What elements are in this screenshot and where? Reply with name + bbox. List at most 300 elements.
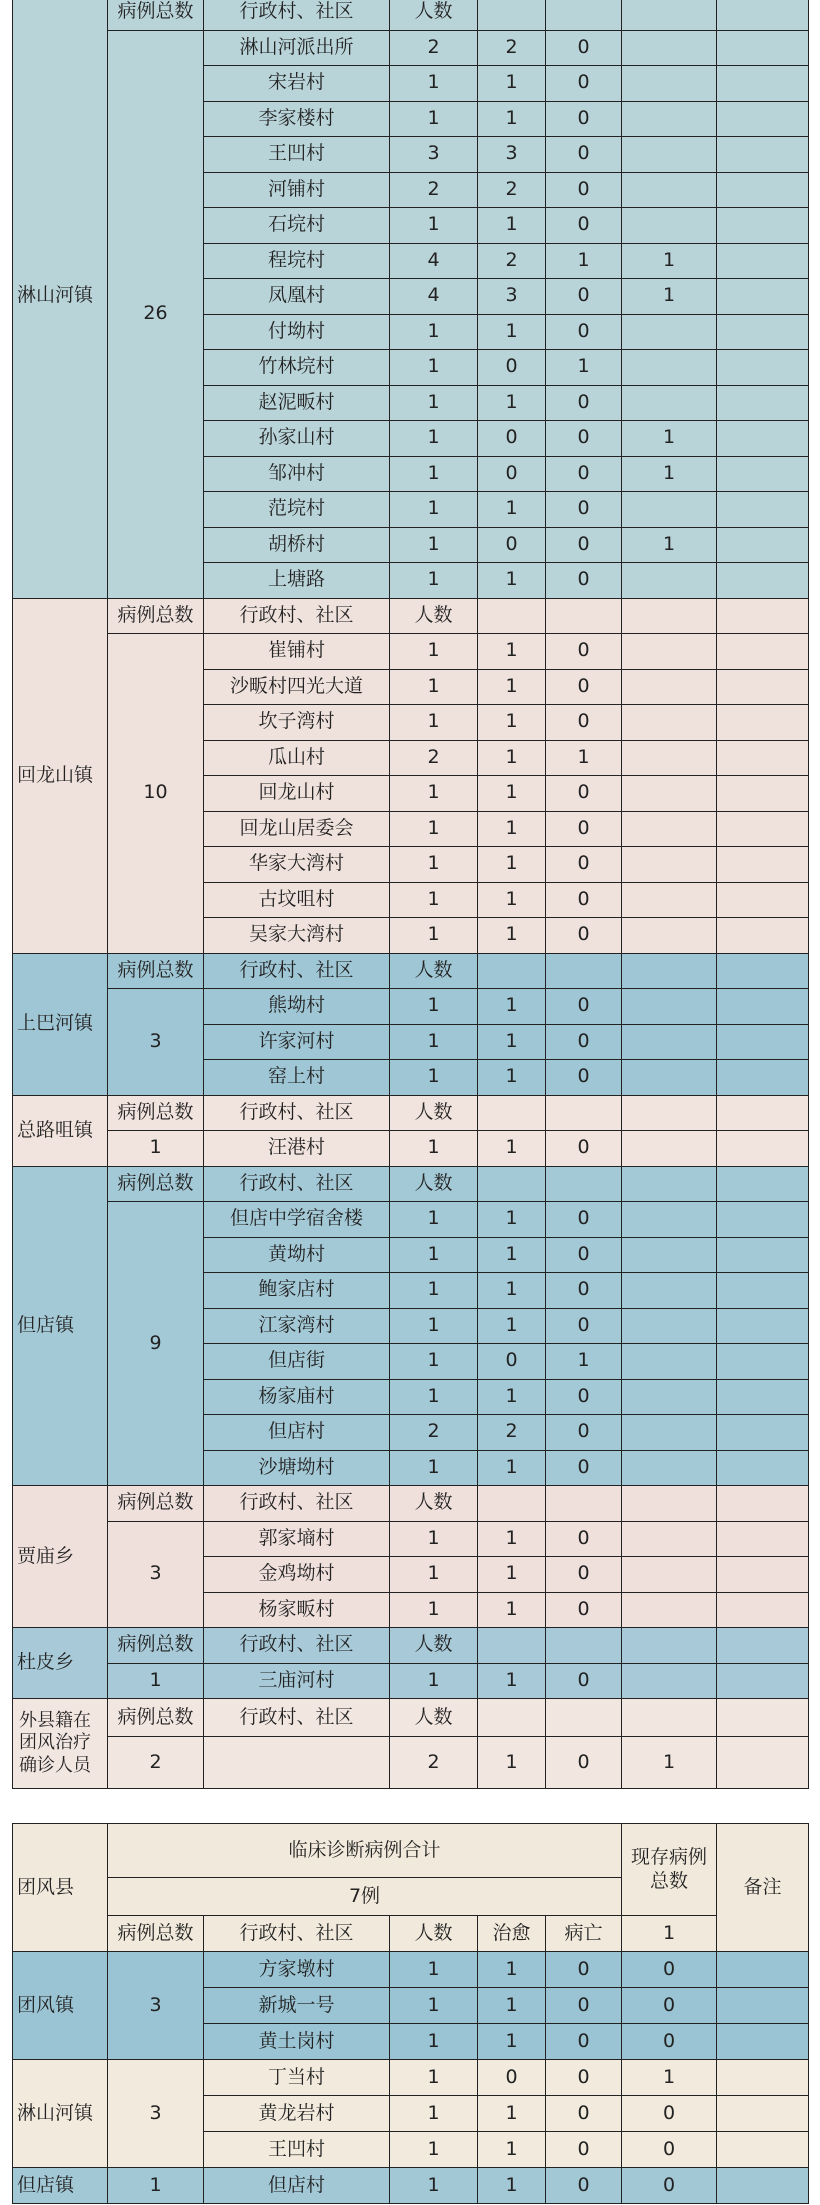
table-row (13, 1521, 809, 1557)
remark-cell (717, 811, 809, 847)
remark-cell (717, 1308, 809, 1344)
current-count (622, 1557, 717, 1593)
empty-cell (478, 1095, 546, 1131)
remark-cell (717, 2168, 809, 2204)
death-count: 0 (546, 882, 622, 918)
cured-count: 1 (478, 918, 546, 954)
total-header: 病例总数 (108, 953, 204, 989)
case-count: 1 (390, 1521, 478, 1557)
current-count (622, 492, 717, 528)
remark-cell (717, 669, 809, 705)
village-header: 行政村、社区 (204, 1095, 390, 1131)
clinical-title: 临床诊断病例合计 (108, 1824, 622, 1878)
village-header: 行政村、社区 (204, 1699, 390, 1737)
case-count: 1 (390, 1131, 478, 1167)
cured-count: 1 (478, 1379, 546, 1415)
current-count (622, 1202, 717, 1238)
current-count (622, 1415, 717, 1451)
cured-count: 1 (478, 847, 546, 883)
remark-cell (717, 30, 809, 66)
cured-count: 0 (478, 527, 546, 563)
town-name: 淋山河镇 (13, 0, 108, 598)
death-count: 0 (546, 1521, 622, 1557)
cured-count: 1 (478, 1988, 546, 2024)
death-count: 1 (546, 740, 622, 776)
death-count: 0 (546, 1273, 622, 1309)
case-count: 1 (390, 66, 478, 102)
cured-count: 1 (478, 1308, 546, 1344)
table-row (13, 1131, 809, 1167)
village-name: 坎子湾村 (204, 705, 390, 741)
remark-cell (717, 492, 809, 528)
current-count (622, 776, 717, 812)
remark-cell (717, 1273, 809, 1309)
cured-count: 1 (478, 882, 546, 918)
village-name: 方家墩村 (204, 1952, 390, 1988)
cured-count: 1 (478, 1557, 546, 1593)
village-name: 古坟咀村 (204, 882, 390, 918)
remark-cell (717, 1415, 809, 1451)
current-count: 1 (622, 243, 717, 279)
cured-count: 1 (478, 1273, 546, 1309)
empty-cell (717, 1628, 809, 1664)
remark-header: 备注 (717, 1824, 809, 1952)
village-name: 鲍家店村 (204, 1273, 390, 1309)
cured-count: 1 (478, 492, 546, 528)
table-row (13, 2168, 809, 2204)
cured-count: 1 (478, 1737, 546, 1789)
current-count (622, 882, 717, 918)
case-count: 4 (390, 279, 478, 315)
table-row (13, 1952, 809, 1988)
case-count: 1 (390, 669, 478, 705)
village-name: 程垸村 (204, 243, 390, 279)
remark-cell (717, 1202, 809, 1238)
current-count (622, 208, 717, 244)
current-count (622, 1663, 717, 1699)
current-count: 0 (622, 2132, 717, 2168)
current-count (622, 66, 717, 102)
current-count: 1 (622, 1737, 717, 1789)
remark-cell (717, 385, 809, 421)
town-name: 总路咀镇 (13, 1095, 108, 1166)
case-count: 1 (390, 1952, 478, 1988)
current-count (622, 918, 717, 954)
village-name: 上塘路 (204, 563, 390, 599)
col-dead-header: 病亡 (546, 1916, 622, 1952)
village-name: 黄坳村 (204, 1237, 390, 1273)
case-count: 1 (390, 1024, 478, 1060)
cured-count: 1 (478, 1952, 546, 1988)
table-row (13, 2060, 809, 2096)
death-count: 0 (546, 1060, 622, 1096)
village-name: 熊坳村 (204, 989, 390, 1025)
case-count: 2 (390, 172, 478, 208)
remark-cell (717, 634, 809, 670)
town-total: 1 (108, 2168, 204, 2204)
remark-cell (717, 137, 809, 173)
remark-cell (717, 350, 809, 386)
cured-count: 1 (478, 634, 546, 670)
cured-count: 1 (478, 1131, 546, 1167)
current-count (622, 847, 717, 883)
total-header: 病例总数 (108, 1486, 204, 1522)
empty-cell (717, 1699, 809, 1737)
death-count: 0 (546, 421, 622, 457)
village-name: 胡桥村 (204, 527, 390, 563)
town-total: 1 (108, 1663, 204, 1699)
total-header: 病例总数 (108, 598, 204, 634)
village-header: 行政村、社区 (204, 0, 390, 30)
cured-count: 0 (478, 350, 546, 386)
case-count: 1 (390, 2060, 478, 2096)
village-name: 丁当村 (204, 2060, 390, 2096)
table-row (13, 634, 809, 670)
table-row (13, 1202, 809, 1238)
village-name: 许家河村 (204, 1024, 390, 1060)
case-count: 4 (390, 243, 478, 279)
empty-cell (622, 1699, 717, 1737)
cured-count: 1 (478, 1663, 546, 1699)
current-count: 1 (622, 2060, 717, 2096)
death-count: 0 (546, 847, 622, 883)
empty-cell (478, 1486, 546, 1522)
town-name: 贾庙乡 (13, 1486, 108, 1628)
current-count: 0 (622, 1952, 717, 1988)
case-count: 1 (390, 1557, 478, 1593)
death-count: 0 (546, 1202, 622, 1238)
town-header-row (13, 1628, 809, 1664)
cured-count: 1 (478, 1521, 546, 1557)
cured-count: 2 (478, 172, 546, 208)
village-name: 回龙山居委会 (204, 811, 390, 847)
current-cases-title: 现存病例总数 (622, 1824, 717, 1916)
remark-cell (717, 740, 809, 776)
village-name: 付坳村 (204, 314, 390, 350)
empty-cell (478, 0, 546, 30)
death-count: 0 (546, 208, 622, 244)
case-count: 3 (390, 137, 478, 173)
village-name: 但店中学宿舍楼 (204, 1202, 390, 1238)
remark-cell (717, 1024, 809, 1060)
village-name: 杨家畈村 (204, 1592, 390, 1628)
death-count: 0 (546, 1024, 622, 1060)
empty-cell (717, 1095, 809, 1131)
count-header: 人数 (390, 1628, 478, 1664)
confirmed-cases-table (12, 0, 809, 1789)
col-cured-header: 治愈 (478, 1916, 546, 1952)
case-count: 1 (390, 1988, 478, 2024)
cured-count: 3 (478, 279, 546, 315)
current-count: 1 (622, 421, 717, 457)
current-count: 0 (622, 2024, 717, 2060)
remark-cell (717, 847, 809, 883)
remark-cell (717, 1592, 809, 1628)
death-count: 0 (546, 1131, 622, 1167)
village-name: 华家大湾村 (204, 847, 390, 883)
town-name: 但店镇 (13, 2168, 108, 2204)
cured-count: 0 (478, 2060, 546, 2096)
village-name: 回龙山村 (204, 776, 390, 812)
current-count (622, 385, 717, 421)
remark-cell (717, 1131, 809, 1167)
remark-cell (717, 243, 809, 279)
death-count: 0 (546, 66, 622, 102)
remark-cell (717, 527, 809, 563)
current-count (622, 30, 717, 66)
cured-count: 2 (478, 243, 546, 279)
village-name: 赵泥畈村 (204, 385, 390, 421)
village-name: 邹冲村 (204, 456, 390, 492)
cured-count: 1 (478, 1237, 546, 1273)
case-count: 1 (390, 1344, 478, 1380)
current-count (622, 172, 717, 208)
village-name: 沙畈村四光大道 (204, 669, 390, 705)
village-name: 宋岩村 (204, 66, 390, 102)
clinical-total: 7例 (108, 1878, 622, 1916)
village-name: 王凹村 (204, 2132, 390, 2168)
case-count: 2 (390, 740, 478, 776)
case-count: 1 (390, 101, 478, 137)
village-name (204, 1737, 390, 1789)
empty-cell (622, 598, 717, 634)
cured-count: 2 (478, 1415, 546, 1451)
empty-cell (546, 598, 622, 634)
village-name: 范垸村 (204, 492, 390, 528)
case-count: 1 (390, 350, 478, 386)
cured-count: 1 (478, 1060, 546, 1096)
case-count: 1 (390, 811, 478, 847)
case-count: 1 (390, 492, 478, 528)
death-count: 1 (546, 243, 622, 279)
town-header-row (13, 0, 809, 30)
death-count: 1 (546, 350, 622, 386)
cured-count: 1 (478, 2096, 546, 2132)
death-count: 0 (546, 2132, 622, 2168)
death-count: 0 (546, 811, 622, 847)
remark-cell (717, 1952, 809, 1988)
death-count: 0 (546, 2096, 622, 2132)
town-name: 淋山河镇 (13, 2060, 108, 2168)
village-header: 行政村、社区 (204, 598, 390, 634)
case-count: 1 (390, 208, 478, 244)
remark-cell (717, 563, 809, 599)
death-count: 0 (546, 1988, 622, 2024)
remark-cell (717, 1237, 809, 1273)
case-count: 1 (390, 1450, 478, 1486)
remark-cell (717, 1344, 809, 1380)
death-count: 0 (546, 137, 622, 173)
remark-cell (717, 2132, 809, 2168)
town-name: 上巴河镇 (13, 953, 108, 1095)
village-name: 竹林垸村 (204, 350, 390, 386)
town-total: 2 (108, 1737, 204, 1789)
empty-cell (546, 1699, 622, 1737)
current-count (622, 137, 717, 173)
remark-cell (717, 1379, 809, 1415)
town-total: 3 (108, 989, 204, 1096)
cured-count: 0 (478, 1344, 546, 1380)
remark-cell (717, 1060, 809, 1096)
death-count: 0 (546, 456, 622, 492)
case-count: 1 (390, 2096, 478, 2132)
death-count: 0 (546, 314, 622, 350)
village-header: 行政村、社区 (204, 1486, 390, 1522)
count-header: 人数 (390, 0, 478, 30)
cured-count: 1 (478, 66, 546, 102)
cured-count: 1 (478, 811, 546, 847)
village-name: 李家楼村 (204, 101, 390, 137)
town-total: 26 (108, 30, 204, 598)
total-header: 病例总数 (108, 1095, 204, 1131)
death-count: 0 (546, 2024, 622, 2060)
county-name: 团风县 (13, 1824, 108, 1952)
cured-count: 1 (478, 314, 546, 350)
count-header: 人数 (390, 953, 478, 989)
town-total: 1 (108, 1131, 204, 1167)
cured-count: 0 (478, 421, 546, 457)
current-count (622, 1592, 717, 1628)
town-total: 3 (108, 2060, 204, 2168)
cured-count: 1 (478, 2132, 546, 2168)
remark-cell (717, 989, 809, 1025)
village-name: 但店村 (204, 2168, 390, 2204)
empty-cell (546, 0, 622, 30)
town-header-row (13, 1486, 809, 1522)
empty-cell (478, 1699, 546, 1737)
remark-cell (717, 918, 809, 954)
case-count: 1 (390, 1592, 478, 1628)
cured-count: 1 (478, 208, 546, 244)
empty-cell (546, 1095, 622, 1131)
village-name: 凤凰村 (204, 279, 390, 315)
remark-cell (717, 776, 809, 812)
current-count (622, 989, 717, 1025)
case-count: 1 (390, 918, 478, 954)
col-total-header: 病例总数 (108, 1916, 204, 1952)
town-total: 9 (108, 1202, 204, 1486)
cured-count: 3 (478, 137, 546, 173)
village-header: 行政村、社区 (204, 1166, 390, 1202)
village-name: 王凹村 (204, 137, 390, 173)
town-name: 杜皮乡 (13, 1628, 108, 1699)
col-count-header: 人数 (390, 1916, 478, 1952)
total-header: 病例总数 (108, 1628, 204, 1664)
death-count: 1 (546, 1344, 622, 1380)
case-count: 1 (390, 882, 478, 918)
current-count: 0 (622, 2096, 717, 2132)
case-count: 1 (390, 2168, 478, 2204)
empty-cell (546, 1628, 622, 1664)
death-count: 0 (546, 279, 622, 315)
empty-cell (546, 953, 622, 989)
cured-count: 0 (478, 456, 546, 492)
remark-cell (717, 314, 809, 350)
death-count: 0 (546, 101, 622, 137)
case-count: 1 (390, 989, 478, 1025)
current-count (622, 1060, 717, 1096)
death-count: 0 (546, 705, 622, 741)
empty-cell (622, 1166, 717, 1202)
village-name: 汪港村 (204, 1131, 390, 1167)
table-row (13, 1737, 809, 1789)
death-count: 0 (546, 492, 622, 528)
death-count: 0 (546, 1557, 622, 1593)
town-header-row (13, 598, 809, 634)
empty-cell (622, 1628, 717, 1664)
case-count: 1 (390, 385, 478, 421)
table-row (13, 30, 809, 66)
current-count (622, 634, 717, 670)
remark-cell (717, 456, 809, 492)
case-count: 1 (390, 1237, 478, 1273)
cured-count: 1 (478, 989, 546, 1025)
case-count: 1 (390, 2024, 478, 2060)
remark-cell (717, 1450, 809, 1486)
current-count (622, 1450, 717, 1486)
village-name: 杨家庙村 (204, 1379, 390, 1415)
table-row (13, 989, 809, 1025)
village-name: 江家湾村 (204, 1308, 390, 1344)
remark-cell (717, 1737, 809, 1789)
village-name: 吴家大湾村 (204, 918, 390, 954)
remark-cell (717, 705, 809, 741)
current-count (622, 101, 717, 137)
village-name: 崔铺村 (204, 634, 390, 670)
death-count: 0 (546, 1379, 622, 1415)
remark-cell (717, 1557, 809, 1593)
remark-cell (717, 101, 809, 137)
village-header: 行政村、社区 (204, 1628, 390, 1664)
death-count: 0 (546, 1237, 622, 1273)
death-count: 0 (546, 989, 622, 1025)
village-name: 三庙河村 (204, 1663, 390, 1699)
current-count (622, 1273, 717, 1309)
case-count: 1 (390, 527, 478, 563)
cured-count: 2 (478, 30, 546, 66)
clinical-diagnosis-table (12, 1823, 809, 2204)
town-header-row (13, 953, 809, 989)
town-header-row (13, 1699, 809, 1737)
village-name: 沙塘坳村 (204, 1450, 390, 1486)
town-name: 但店镇 (13, 1166, 108, 1486)
death-count: 0 (546, 2168, 622, 2204)
count-header: 人数 (390, 1095, 478, 1131)
current-count (622, 669, 717, 705)
village-name: 黄土岗村 (204, 2024, 390, 2060)
remark-cell (717, 2060, 809, 2096)
current-count (622, 1237, 717, 1273)
cured-count: 1 (478, 669, 546, 705)
cured-count: 1 (478, 1024, 546, 1060)
death-count: 0 (546, 2060, 622, 2096)
village-name: 黄龙岩村 (204, 2096, 390, 2132)
cured-count: 1 (478, 563, 546, 599)
case-count: 1 (390, 634, 478, 670)
count-header: 人数 (390, 1486, 478, 1522)
current-count (622, 740, 717, 776)
case-count: 1 (390, 705, 478, 741)
remark-cell (717, 172, 809, 208)
current-count (622, 314, 717, 350)
town-name: 团风镇 (13, 1952, 108, 2060)
current-count: 1 (622, 279, 717, 315)
death-count: 0 (546, 1415, 622, 1451)
death-count: 0 (546, 1592, 622, 1628)
remark-cell (717, 66, 809, 102)
empty-cell (717, 1166, 809, 1202)
case-count: 2 (390, 30, 478, 66)
